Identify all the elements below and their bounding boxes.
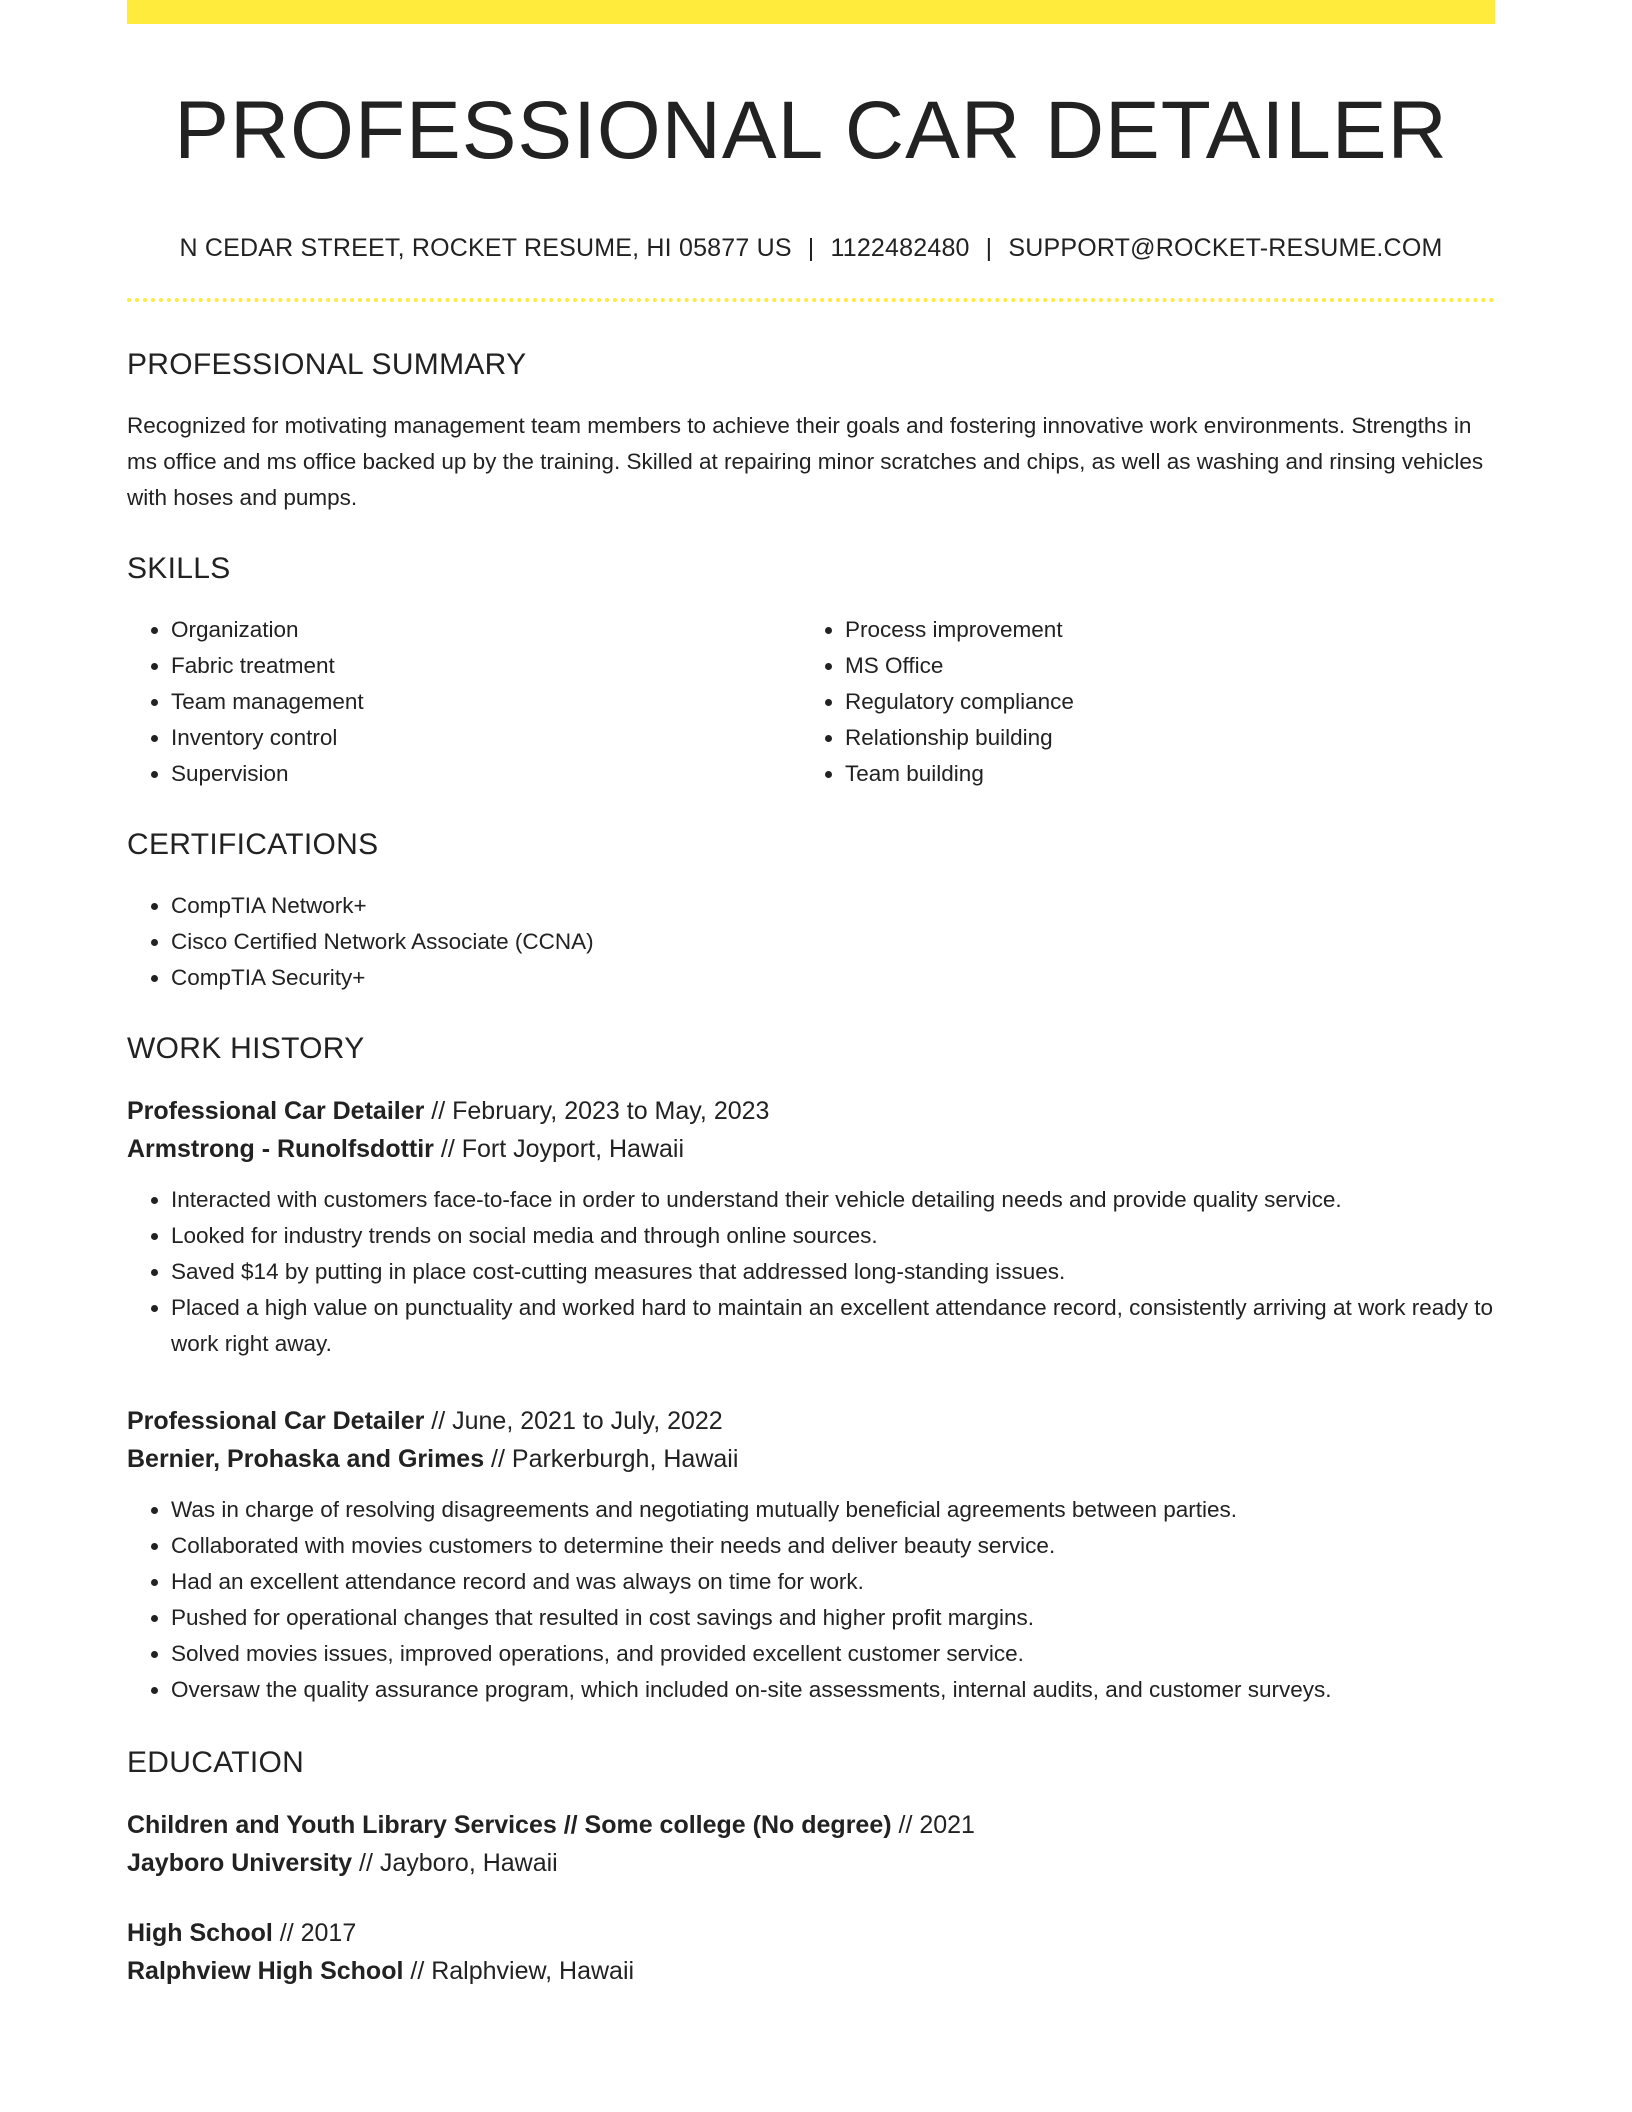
contact-email: SUPPORT@ROCKET-RESUME.COM xyxy=(1008,234,1443,263)
job-bullet: • Solved movies issues, improved operations, and provided excellent customer service. xyxy=(171,1636,1495,1672)
summary-text: Recognized for motivating management team members to achieve their goals and fostering innovative work environments. Strengths in ms office and ms office backed up by the training. Skilled at repairing minor scratches and chips, as well as washing and rinsing vehicles with hoses and pumps. xyxy=(127,413,1484,511)
certifications-list xyxy=(127,888,1495,996)
contact-phone: 1122482480 xyxy=(830,234,970,263)
job-2-location: // Parkerburgh, Hawaii xyxy=(484,1445,739,1474)
job-2-company-line xyxy=(127,1440,1495,1478)
education-1-year: // 2021 xyxy=(891,1811,975,1840)
job-2-position: Professional Car Detailer xyxy=(127,1407,425,1436)
candidate-name: PROFESSIONAL CAR DETAILER xyxy=(174,85,1448,176)
work-history-heading: WORK HISTORY xyxy=(127,1032,365,1066)
skills-columns xyxy=(127,612,1495,792)
education-2-year: // 2017 xyxy=(272,1919,357,1948)
education-2-school-line xyxy=(127,1952,1495,1990)
contact-separator: | xyxy=(807,234,815,263)
skill-item: • Process improvement xyxy=(845,612,1475,648)
job-1-position: Professional Car Detailer xyxy=(127,1097,425,1126)
job-1-company-line xyxy=(127,1130,1495,1168)
job-1-title-line xyxy=(127,1092,1495,1130)
job-bullet: • Was in charge of resolving disagreements and negotiating mutually beneficial agreements between parties. xyxy=(171,1492,1495,1528)
job-bullet: • Looked for industry trends on social media and through online sources. xyxy=(171,1218,1495,1254)
job-1-dates: // February, 2023 to May, 2023 xyxy=(424,1097,770,1126)
skill-item: • Team building xyxy=(845,756,1475,792)
certifications-heading: CERTIFICATIONS xyxy=(127,828,379,862)
job-1-company: Armstrong - Runolfsdottir xyxy=(127,1135,434,1164)
job-1-bullets xyxy=(127,1182,1495,1362)
education-2-location: // Ralphview, Hawaii xyxy=(403,1957,635,1986)
skill-item: • MS Office xyxy=(845,648,1475,684)
job-bullet: • Pushed for operational changes that resulted in cost savings and higher profit margins. xyxy=(171,1600,1495,1636)
education-1-school: Jayboro University xyxy=(127,1849,353,1878)
certification-item: • CompTIA Security+ xyxy=(171,960,1495,996)
skill-item: • Supervision xyxy=(171,756,801,792)
job-2-dates: // June, 2021 to July, 2022 xyxy=(424,1407,723,1436)
certification-item: • Cisco Certified Network Associate (CCNA) xyxy=(171,924,1495,960)
job-2-bullets xyxy=(127,1492,1495,1708)
job-2-company: Bernier, Prohaska and Grimes xyxy=(127,1445,485,1474)
job-bullet: • Placed a high value on punctuality and worked hard to maintain an excellent attendance record, consistently arriving at work ready to work right away. xyxy=(171,1290,1495,1362)
skill-item: • Relationship building xyxy=(845,720,1475,756)
skills-right-list xyxy=(801,612,1475,792)
job-bullet: • Collaborated with movies customers to determine their needs and deliver beauty service. xyxy=(171,1528,1495,1564)
job-1-location: // Fort Joyport, Hawaii xyxy=(433,1135,684,1164)
skill-item: • Regulatory compliance xyxy=(845,684,1475,720)
job-bullet: • Saved $14 by putting in place cost-cutting measures that addressed long-standing issues. xyxy=(171,1254,1495,1290)
education-2-degree: High School xyxy=(127,1919,273,1948)
contact-separator: | xyxy=(985,234,993,263)
job-bullet: • Interacted with customers face-to-face in order to understand their vehicle detailing needs and provide quality service. xyxy=(171,1182,1495,1218)
job-bullet: • Oversaw the quality assurance program, which included on-site assessments, internal audits, and customer surveys. xyxy=(171,1672,1495,1708)
education-1-location: // Jayboro, Hawaii xyxy=(352,1849,558,1878)
skill-item: • Inventory control xyxy=(171,720,801,756)
education-2-degree-line xyxy=(127,1914,1495,1952)
summary-heading: PROFESSIONAL SUMMARY xyxy=(127,348,527,382)
skill-item: • Organization xyxy=(171,612,801,648)
job-2-title-line xyxy=(127,1402,1495,1440)
skills-left-list xyxy=(127,612,801,792)
contact-address: N CEDAR STREET, ROCKET RESUME, HI 05877 US xyxy=(179,234,792,263)
contact-line xyxy=(127,234,1495,263)
skill-item: • Fabric treatment xyxy=(171,648,801,684)
resume-page xyxy=(127,0,1495,1990)
education-1-degree: Children and Youth Library Services // Some college (No degree) xyxy=(127,1811,892,1840)
certification-item: • CompTIA Network+ xyxy=(171,888,1495,924)
skills-heading: SKILLS xyxy=(127,552,231,586)
top-accent-bar xyxy=(127,0,1495,24)
education-heading: EDUCATION xyxy=(127,1746,305,1780)
skill-item: • Team management xyxy=(171,684,801,720)
dotted-divider xyxy=(127,298,1495,302)
education-2-school: Ralphview High School xyxy=(127,1957,404,1986)
education-1-school-line xyxy=(127,1844,1495,1882)
education-1-degree-line xyxy=(127,1806,1495,1844)
job-bullet: • Had an excellent attendance record and was always on time for work. xyxy=(171,1564,1495,1600)
